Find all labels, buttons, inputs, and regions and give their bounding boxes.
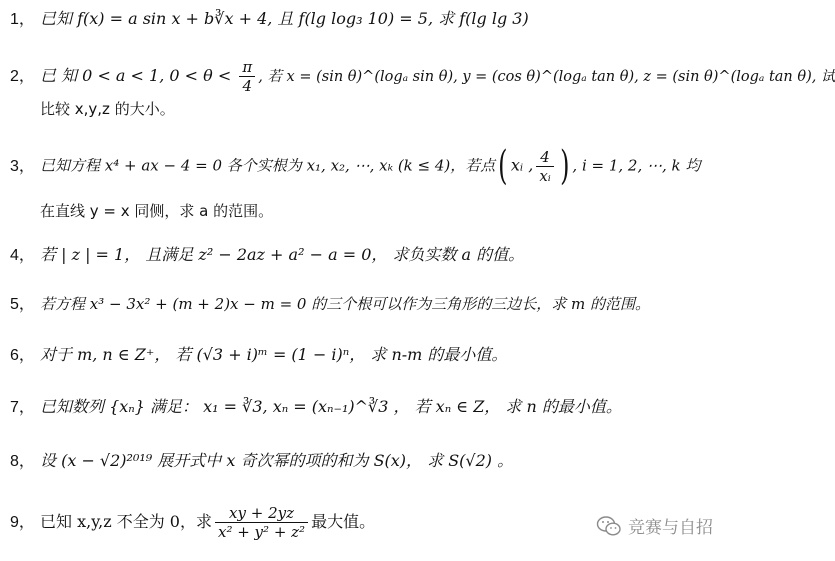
problem-text-part-a: 已 知 0 < a < 1, 0 < θ <: [40, 66, 237, 85]
fraction-numerator: π: [239, 58, 255, 77]
point-y-fraction: [536, 148, 553, 185]
problem-3: [10, 143, 721, 189]
problem-2-continuation: 比较 x,y,z 的大小。: [40, 100, 175, 118]
problem-text: 若 | z | = 1， 且满足 z² − 2az + a² − a = 0， 求负实数 a 的值。: [40, 245, 525, 264]
fraction-numerator: xy + 2yz: [215, 504, 308, 523]
pi-over-4-fraction: [239, 58, 255, 95]
problem-text: 对于 m, n ∈ Z⁺， 若 (√3 + i)ᵐ = (1 − i)ⁿ， 求 n-m 的最小值。: [40, 345, 508, 364]
problem-number: 9，: [10, 514, 35, 531]
fraction-denominator: 4: [242, 77, 253, 95]
problem-number: 7，: [10, 399, 35, 416]
problem-text-part-a: 已知 x,y,z 不全为 0，求: [40, 512, 212, 531]
ratio-fraction: [215, 504, 308, 541]
problem-text-part-a: 已知方程 x⁴ + ax − 4 = 0 各个实根为 x₁, x₂, ⋯, xₖ (k ≤ 4)，若点: [40, 156, 496, 175]
problem-number: 8，: [10, 453, 35, 470]
problem-text: 设 (x − √2)²⁰¹⁹ 展开式中 x 奇次幂的项的和为 S(x)， 求 S(√2) 。: [40, 451, 514, 470]
problem-number: 5，: [10, 296, 35, 313]
problem-7: [10, 396, 721, 419]
problem-4: [10, 244, 721, 267]
problem-1: [10, 8, 721, 31]
problem-8: [10, 450, 721, 473]
problem-3-continuation: 在直线 y = x 同侧，求 a 的范围。: [40, 202, 274, 220]
problem-number: 3，: [10, 157, 35, 175]
problem-5: [10, 293, 721, 316]
problem-text-part-b: 最大值。: [311, 512, 376, 531]
problem-number: 6，: [10, 347, 35, 364]
fraction-denominator: x² + y² + z²: [217, 523, 306, 541]
problem-2: [10, 58, 835, 95]
problem-text-part-b: , 若 x = (sin θ)^(logₐ sin θ), y = (cos θ)^(logₐ tan θ), z = (sin θ)^(logₐ tan θ), 试: [258, 69, 835, 85]
problem-text: 已知 f(x) = a sin x + b∛x + 4, 且 f(lg log₃ 10) = 5, 求 f(lg lg 3): [40, 9, 529, 28]
problem-text: 若方程 x³ − 3x² + (m + 2)x − m = 0 的三个根可以作为三角形的三边长，求 m 的范围。: [40, 295, 651, 313]
problem-text-part-b: , i = 1, 2, ⋯, k 均: [572, 156, 701, 175]
fraction-numerator: 4: [536, 148, 553, 167]
problem-number: 4，: [10, 247, 35, 264]
point-x: xᵢ ,: [510, 155, 534, 175]
right-paren: ): [559, 143, 570, 189]
problem-number: 2，: [10, 68, 35, 85]
problem-text: 已知数列 {xₙ} 满足： x₁ = ∛3, xₙ = (xₙ₋₁)^∛3 ， 若 xₙ ∈ Z， 求 n 的最小值。: [40, 397, 622, 416]
left-paren: (: [498, 143, 508, 189]
watermark-label: 竞赛与自招: [628, 518, 713, 538]
problem-number: 1，: [10, 11, 35, 28]
wechat-icon: [596, 515, 622, 537]
problem-6: [10, 344, 721, 367]
fraction-denominator: xᵢ: [539, 166, 551, 185]
watermark: [596, 513, 713, 538]
